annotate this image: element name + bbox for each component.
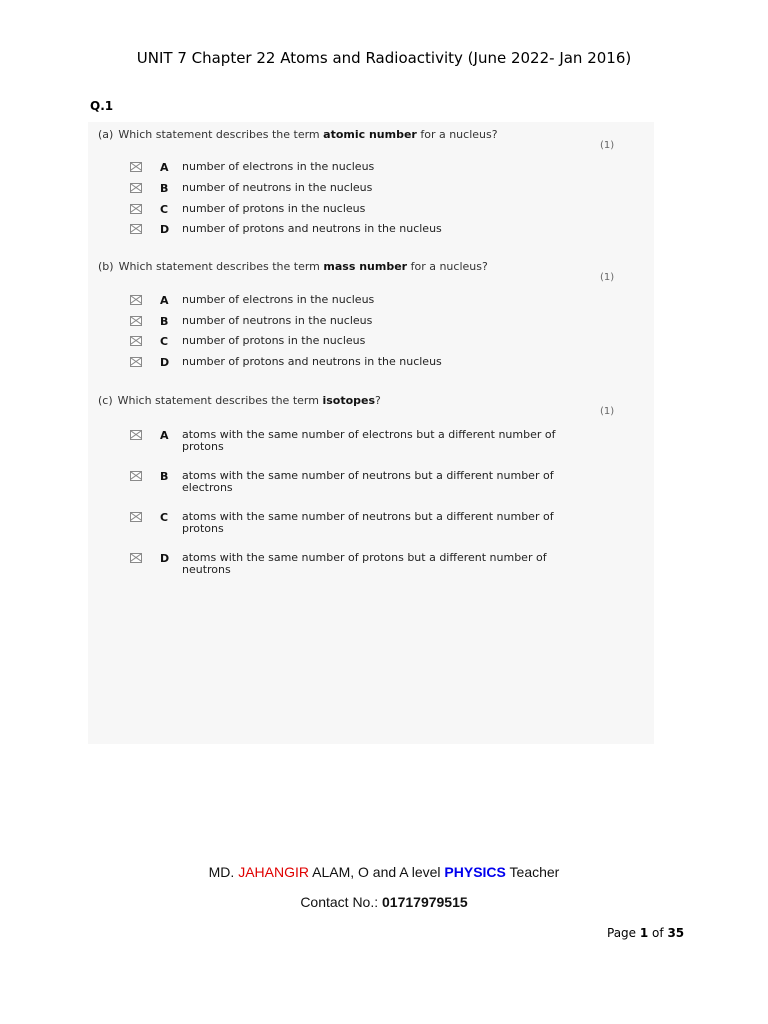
part-a-stem xyxy=(98,128,498,141)
marks-label: (1) xyxy=(600,272,615,283)
stem-text-end: for a nucleus? xyxy=(407,260,488,273)
answer-checkbox[interactable] xyxy=(130,316,142,326)
stem-text-end: ? xyxy=(375,394,381,407)
stem-text-end: for a nucleus? xyxy=(416,128,498,141)
option-text: number of protons in the nucleus xyxy=(182,334,366,347)
page-number xyxy=(607,926,684,940)
option-text: atoms with the same number of neutrons but a different number of electrons xyxy=(182,469,554,494)
answer-checkbox[interactable] xyxy=(130,336,142,346)
option-letter: C xyxy=(160,511,169,524)
answer-checkbox[interactable] xyxy=(130,471,142,481)
author-line xyxy=(0,864,768,880)
answer-checkbox[interactable] xyxy=(130,357,142,367)
answer-checkbox[interactable] xyxy=(130,183,142,193)
part-c-stem xyxy=(98,394,381,407)
option-text: atoms with the same number of electrons but a different number of protons xyxy=(182,428,556,453)
option-letter: C xyxy=(160,335,169,348)
option-a xyxy=(130,430,590,460)
page-of: of xyxy=(648,926,668,940)
option-text: atoms with the same number of neutrons but a different number of protons xyxy=(182,510,554,535)
author-prefix: MD. xyxy=(208,864,239,880)
marks-label: (1) xyxy=(600,140,615,151)
stem-text: Which statement describes the term xyxy=(117,394,323,407)
option-text: atoms with the same number of protons but a different number of neutrons xyxy=(182,551,547,576)
option-c xyxy=(130,512,590,542)
part-label: (c) xyxy=(98,394,113,407)
option-letter: D xyxy=(160,223,170,236)
stem-keyword: atomic number xyxy=(323,128,417,141)
part-b-stem xyxy=(98,260,488,273)
stem-keyword: mass number xyxy=(323,260,408,273)
option-text: number of protons in the nucleus xyxy=(182,202,366,215)
option-letter: D xyxy=(160,356,170,369)
option-text: number of neutrons in the nucleus xyxy=(182,314,373,327)
part-label: (a) xyxy=(98,128,114,141)
author-suffix: Teacher xyxy=(505,864,560,880)
page-current: 1 xyxy=(639,926,649,940)
option-b xyxy=(130,471,590,501)
option-d xyxy=(130,224,590,254)
option-d xyxy=(130,357,590,387)
page-word: Page xyxy=(607,926,640,940)
answer-checkbox[interactable] xyxy=(130,162,142,172)
contact-label: Contact No.: xyxy=(300,894,383,910)
option-letter: A xyxy=(160,294,169,307)
option-text: number of protons and neutrons in the nucleus xyxy=(182,355,442,368)
question-panel xyxy=(88,122,654,744)
marks-label: (1) xyxy=(600,406,615,417)
answer-checkbox[interactable] xyxy=(130,204,142,214)
option-letter: A xyxy=(160,161,169,174)
page-total: 35 xyxy=(667,926,685,940)
contact-number: 01717979515 xyxy=(382,894,468,910)
answer-checkbox[interactable] xyxy=(130,512,142,522)
option-letter: A xyxy=(160,429,169,442)
author-name-highlight: JAHANGIR xyxy=(238,864,309,880)
option-letter: C xyxy=(160,203,169,216)
answer-checkbox[interactable] xyxy=(130,553,142,563)
stem-text: Which statement describes the term xyxy=(118,128,324,141)
stem-text: Which statement describes the term xyxy=(118,260,324,273)
stem-keyword: isotopes xyxy=(322,394,376,407)
part-label: (b) xyxy=(98,260,114,273)
answer-checkbox[interactable] xyxy=(130,224,142,234)
option-text: number of electrons in the nucleus xyxy=(182,160,375,173)
option-letter: D xyxy=(160,552,170,565)
page-title: UNIT 7 Chapter 22 Atoms and Radioactivity (June 2022- Jan 2016) xyxy=(136,49,632,67)
option-letter: B xyxy=(160,182,169,195)
author-middle: ALAM, O and A level xyxy=(309,864,445,880)
contact-line xyxy=(0,894,768,910)
option-text: number of electrons in the nucleus xyxy=(182,293,375,306)
question-number: Q.1 xyxy=(90,99,114,113)
option-text: number of protons and neutrons in the nucleus xyxy=(182,222,442,235)
option-text: number of neutrons in the nucleus xyxy=(182,181,373,194)
answer-checkbox[interactable] xyxy=(130,295,142,305)
option-d xyxy=(130,553,590,583)
subject-highlight: PHYSICS xyxy=(444,864,506,880)
option-letter: B xyxy=(160,470,169,483)
option-letter: B xyxy=(160,315,169,328)
answer-checkbox[interactable] xyxy=(130,430,142,440)
